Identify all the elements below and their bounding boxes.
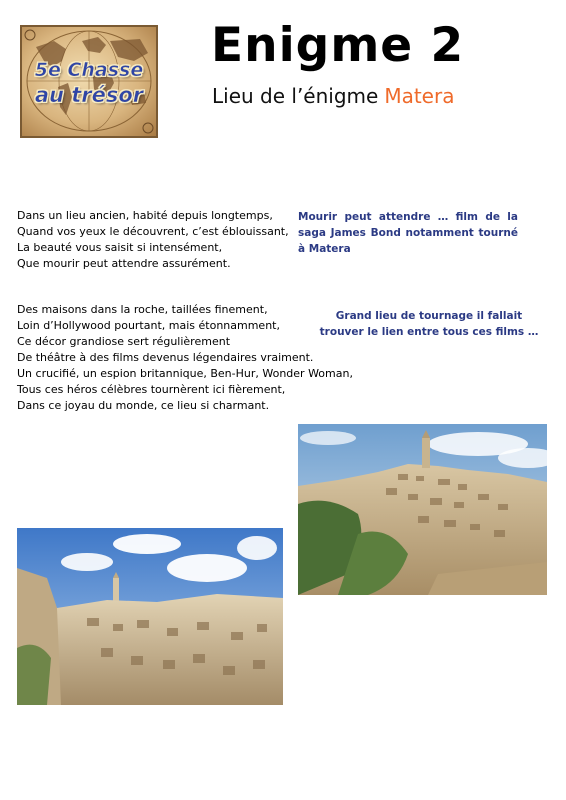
- poem-line: Tous ces héros célèbres tournèrent ici fièrement,: [17, 383, 286, 396]
- poem-stanza-2: [17, 302, 353, 414]
- hint-filming-location: Grand lieu de tournage il fallait trouver le lien entre tous ces films …: [319, 310, 539, 338]
- poem-line: Que mourir peut attendre assurément.: [17, 257, 231, 270]
- poem-line: Un crucifié, un espion britannique, Ben-Hur, Wonder Woman,: [17, 367, 353, 380]
- world-map-illustration: [22, 27, 156, 136]
- poem-line: La beauté vous saisit si intensément,: [17, 241, 223, 254]
- poem-line: Quand vos yeux le découvrent, c’est éblouissant,: [17, 225, 289, 238]
- logo-line-2: au trésor: [34, 83, 144, 107]
- poem-line: Dans ce joyau du monde, ce lieu si charmant.: [17, 399, 270, 412]
- hint-james-bond: Mourir peut attendre … film de la saga James Bond notamment tourné à Matera: [298, 211, 518, 255]
- page-title: Enigme 2: [211, 18, 465, 73]
- treasure-hunt-logo: [20, 25, 158, 138]
- matera-panorama-photo: [298, 424, 547, 595]
- page-subtitle: [212, 84, 454, 108]
- logo-line-1: 5e Chasse: [34, 59, 144, 81]
- subtitle-place: Matera: [384, 84, 455, 108]
- poem-line: Ce décor grandiose sert régulièrement: [17, 335, 231, 348]
- poem-line: Des maisons dans la roche, taillées finement,: [17, 303, 268, 316]
- poem-line: Dans un lieu ancien, habité depuis longtemps,: [17, 209, 273, 222]
- subtitle-label: Lieu de l’énigme: [212, 84, 379, 108]
- poem-stanza-1: [17, 208, 289, 272]
- poem-line: De théâtre à des films devenus légendaires vraiment.: [17, 351, 314, 364]
- matera-street-view-photo: [17, 528, 283, 705]
- poem-line: Loin d’Hollywood pourtant, mais étonnamment,: [17, 319, 280, 332]
